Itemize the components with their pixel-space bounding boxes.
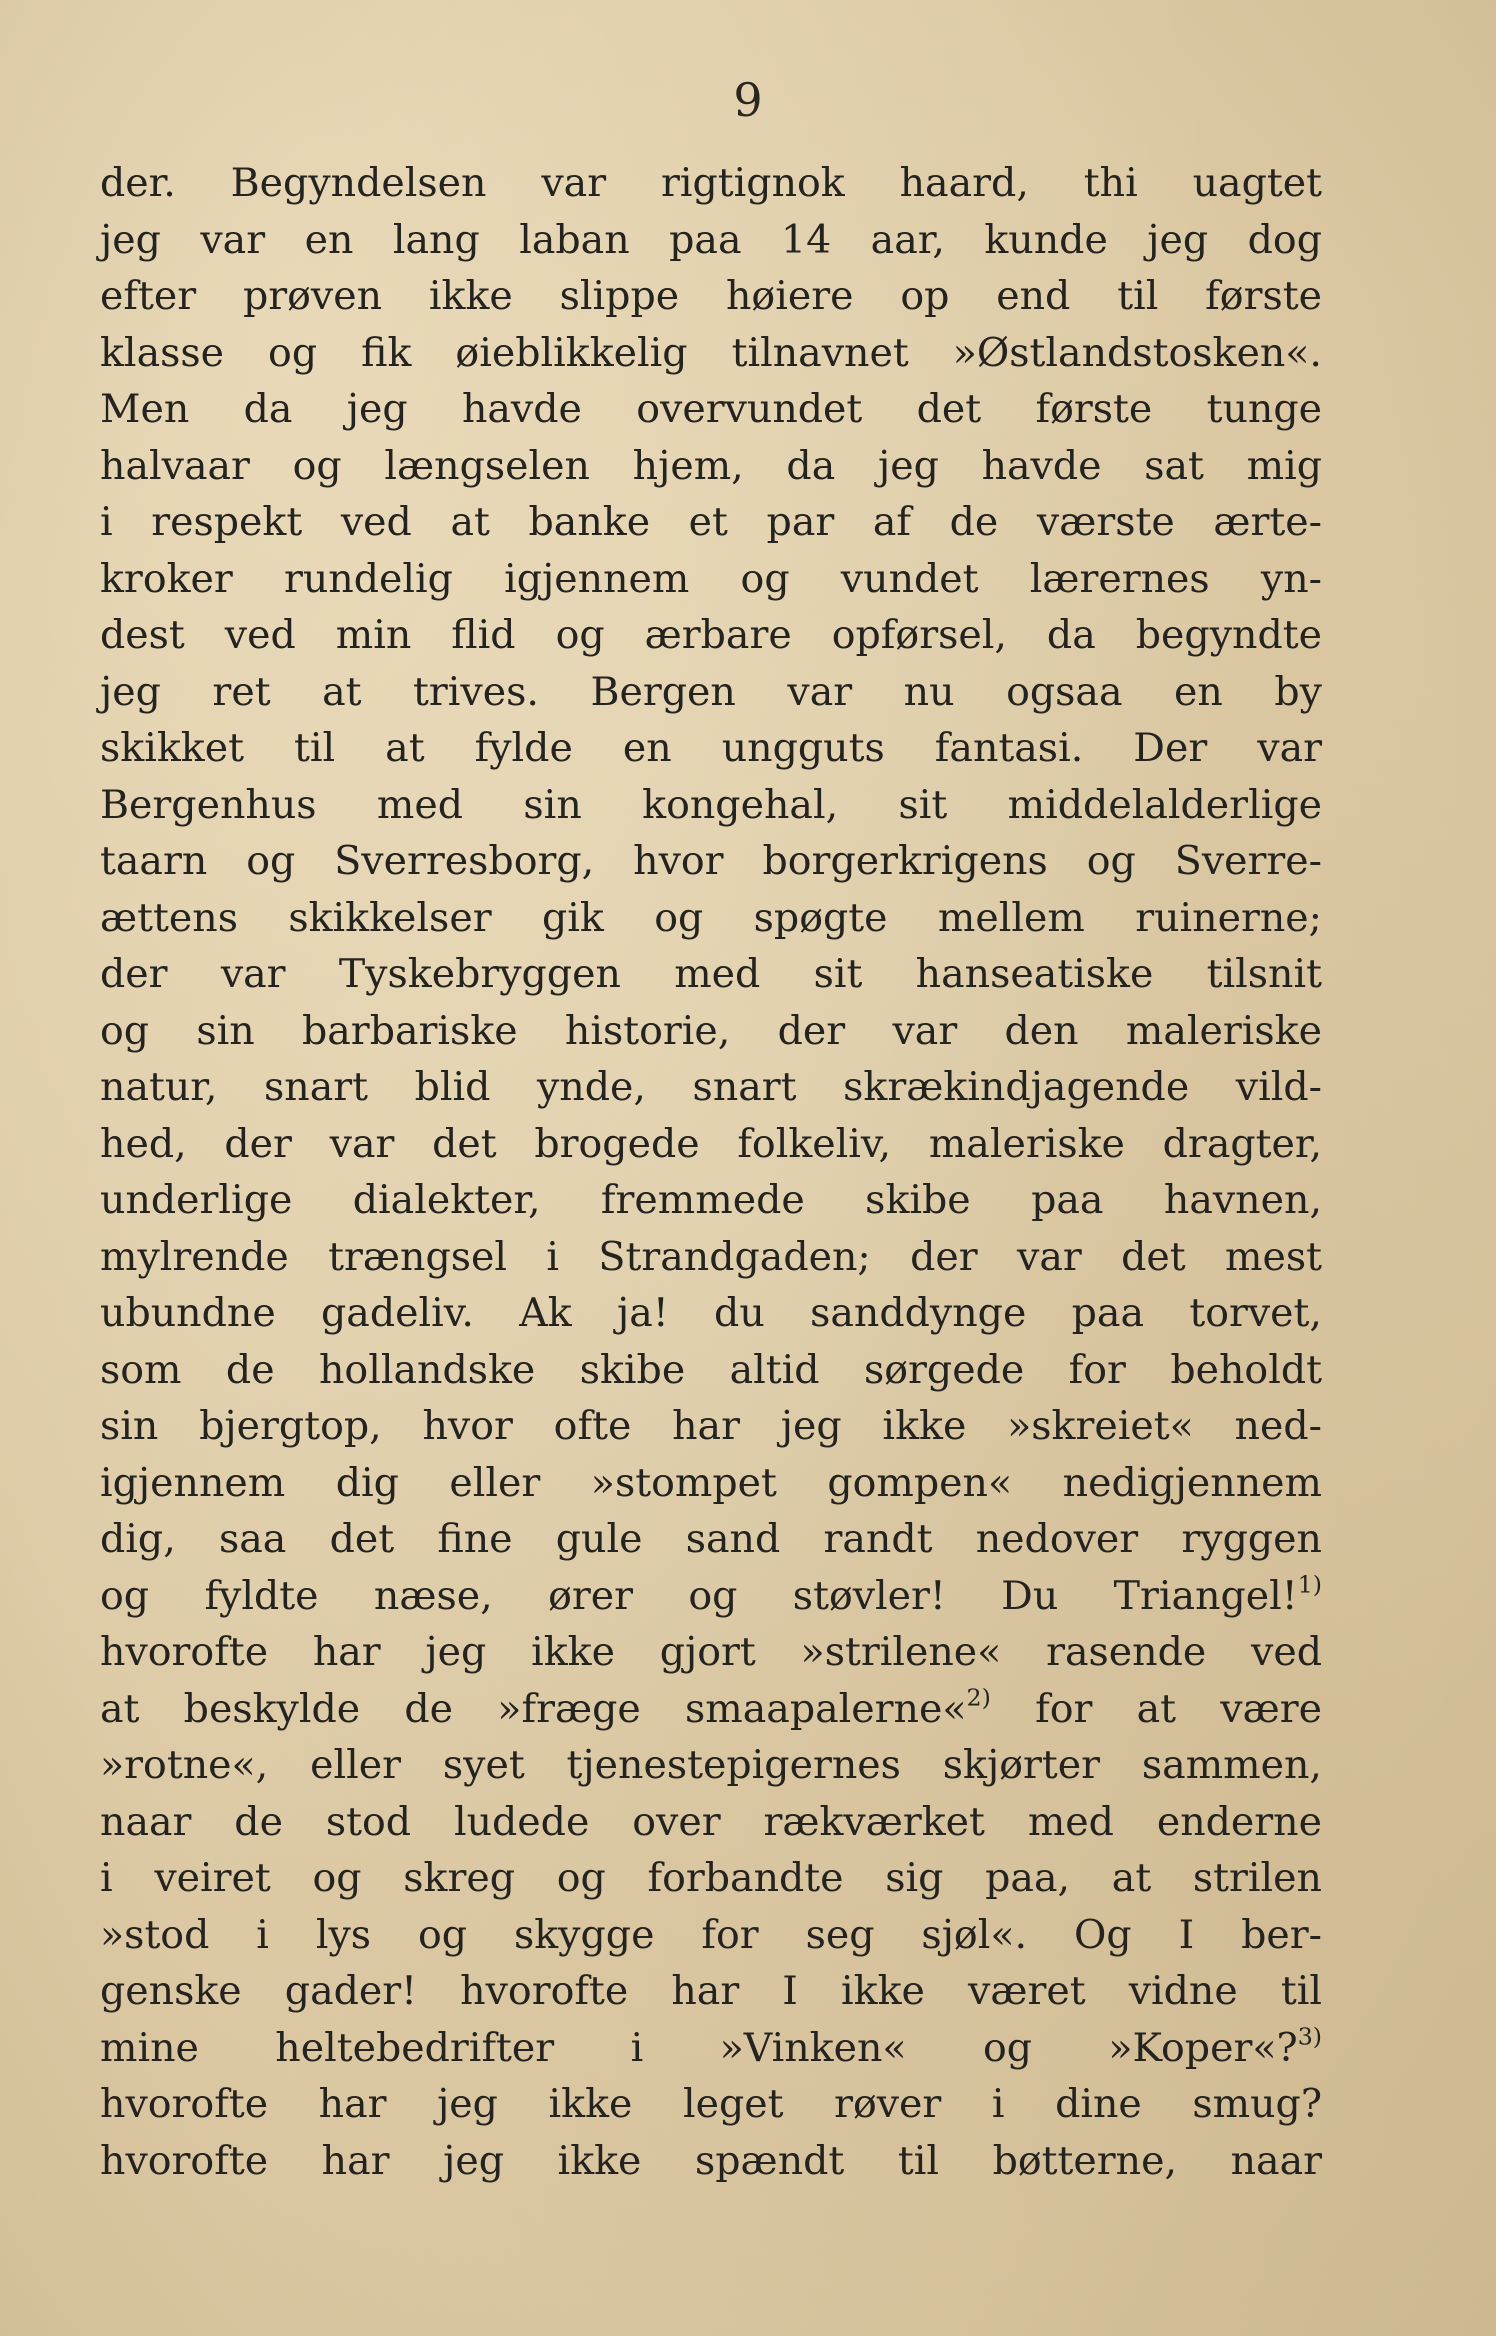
text-line-16: og sin barbariske historie, der var den maleriske bbox=[100, 1007, 1322, 1054]
text-line-5: Men da jeg havde overvundet det første tunge bbox=[100, 386, 1322, 432]
text-line-26-body: og fyldte næse, ører og støvler! Du Triangel! bbox=[100, 1572, 1298, 1619]
text-line-1: der. Begyndelsen var rigtignok haard, thi uagtet bbox=[100, 160, 1322, 206]
text-line-28-body: at beskylde de »fræge smaapalerne« bbox=[100, 1685, 967, 1732]
text-line-6: halvaar og længselen hjem, da jeg havde sat mig bbox=[100, 442, 1322, 489]
text-line-3: efter prøven ikke slippe høiere op end til første bbox=[100, 273, 1322, 319]
text-line-35: hvorofte har jeg ikke leget røver i dine smug? bbox=[100, 2081, 1322, 2127]
text-line-36: hvorofte har jeg ikke spændt til bøtterne, naar bbox=[100, 2137, 1322, 2184]
text-line-33: genske gader! hvorofte har I ikke været vidne til bbox=[100, 1968, 1322, 2014]
page-number: 9 bbox=[733, 73, 763, 127]
text-line-21: ubundne gadeliv. Ak ja! du sanddynge paa torvet, bbox=[100, 1290, 1322, 1336]
text-line-26 bbox=[100, 1568, 1322, 1625]
text-line-23: sin bjergtop, hvor ofte har jeg ikke »skreiet« ned- bbox=[100, 1403, 1322, 1449]
text-line-14: ættens skikkelser gik og spøgte mellem ruinerne; bbox=[100, 894, 1322, 941]
text-line-30: naar de stod ludede over rækværket med enderne bbox=[100, 1798, 1322, 1845]
text-line-20: mylrende trængsel i Strandgaden; der var det mest bbox=[100, 1233, 1322, 1280]
text-line-19: underlige dialekter, fremmede skibe paa havnen, bbox=[100, 1177, 1322, 1223]
text-line-27: hvorofte har jeg ikke gjort »strilene« rasende ved bbox=[100, 1629, 1322, 1675]
body-text bbox=[100, 155, 1322, 2189]
footnote-mark-1: 1) bbox=[1297, 1569, 1322, 1598]
text-line-9: dest ved min flid og ærbare opførsel, da begyndte bbox=[100, 612, 1322, 658]
text-line-34-body: mine heltebedrifter i »Vinken« og »Koper«? bbox=[100, 2024, 1298, 2071]
text-line-24: igjennem dig eller »stompet gompen« nedigjennem bbox=[100, 1459, 1322, 1506]
text-line-7: i respekt ved at banke et par af de værste ærte- bbox=[100, 499, 1322, 545]
text-line-18: hed, der var det brogede folkeliv, maleriske dragter, bbox=[100, 1120, 1322, 1167]
text-line-32: »stod i lys og skygge for seg sjøl«. Og I ber- bbox=[100, 1911, 1322, 1958]
footnote-mark-3: 3) bbox=[1297, 2021, 1322, 2050]
text-line-34 bbox=[100, 2020, 1322, 2077]
text-line-4: klasse og fik øieblikkelig tilnavnet »Østlandstosken«. bbox=[100, 329, 1322, 376]
text-line-8: kroker rundelig igjennem og vundet lærernes yn- bbox=[100, 555, 1322, 602]
footnote-mark-2: 2) bbox=[966, 1682, 991, 1711]
text-line-2: jeg var en lang laban paa 14 aar, kunde jeg dog bbox=[100, 216, 1322, 263]
text-line-12: Bergenhus med sin kongehal, sit middelalderlige bbox=[100, 781, 1322, 828]
text-line-15: der var Tyskebryggen med sit hanseatiske tilsnit bbox=[100, 951, 1322, 997]
text-line-28-tail: for at være bbox=[1035, 1685, 1322, 1732]
text-line-17: natur, snart blid ynde, snart skrækindjagende vild- bbox=[100, 1064, 1322, 1110]
text-line-25: dig, saa det fine gule sand randt nedover ryggen bbox=[100, 1516, 1322, 1562]
text-line-13: taarn og Sverresborg, hvor borgerkrigens og Sverre- bbox=[100, 838, 1322, 884]
text-line-31: i veiret og skreg og forbandte sig paa, at strilen bbox=[100, 1855, 1322, 1901]
text-line-10: jeg ret at trives. Bergen var nu ogsaa en by bbox=[100, 668, 1322, 715]
text-line-22: som de hollandske skibe altid sørgede for beholdt bbox=[100, 1346, 1322, 1393]
text-line-29: »rotne«, eller syet tjenestepigernes skjørter sammen, bbox=[100, 1742, 1322, 1788]
text-line-28 bbox=[100, 1681, 1322, 1738]
text-line-11: skikket til at fylde en ungguts fantasi. Der var bbox=[100, 725, 1322, 771]
